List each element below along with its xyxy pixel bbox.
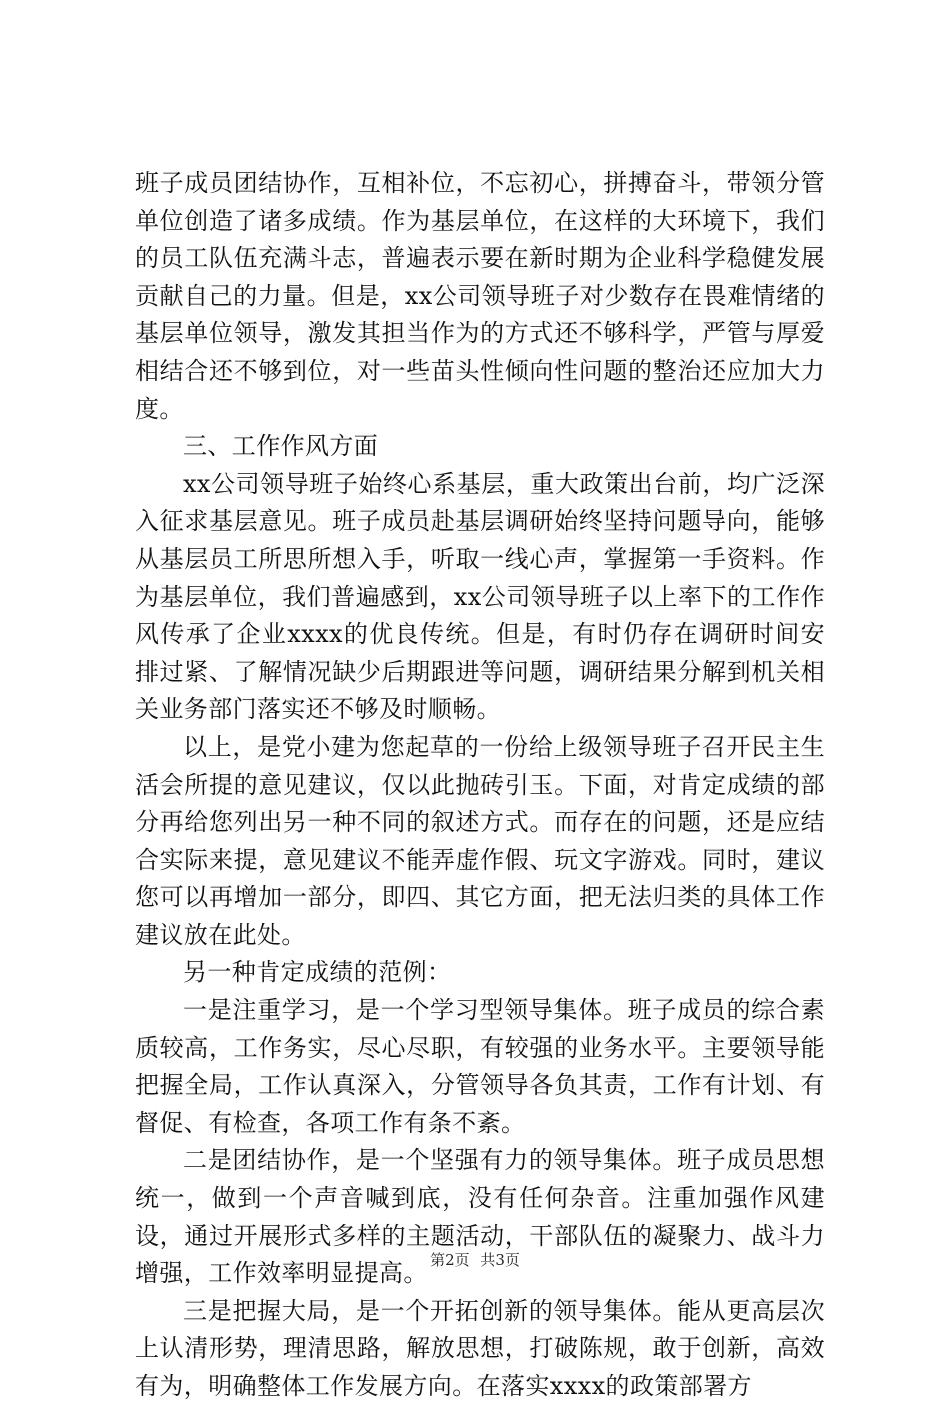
paragraph-7: 二是团结协作，是一个坚强有力的领导集体。班子成员思想统一，做到一个声音喊到底，没有任何杂音。注重加强作风建设，通过开展形式多样的主题活动，干部队伍的凝聚力、战斗力增强，工作效率明显提高。 (135, 1146, 825, 1288)
document-body (135, 165, 825, 1406)
paragraph-1: 班子成员团结协作，互相补位，不忘初心，拼搏奋斗，带领分管单位创造了诸多成绩。作为基层单位，在这样的大环境下，我们的员工队伍充满斗志，普遍表示要在新时期为企业科学稳健发展贡献自己的力量。但是，xx公司领导班子对少数存在畏难情绪的基层单位领导，激发其担当作为的方式还不够科学，严管与厚爱相结合还不够到位，对一些苗头性倾向性问题的整治还应加大力度。 (135, 169, 825, 423)
section-heading-work-style: 三、工作作风方面 (183, 432, 379, 461)
paragraph-8: 三是把握大局，是一个开拓创新的领导集体。能从更高层次上认清形势，理清思路，解放思想，打破陈规，敢于创新，高效有为，明确整体工作发展方向。在落实xxxx的政策部署方 (135, 1296, 825, 1400)
page-footer (0, 1250, 950, 1270)
page-number-total: 共3页 (480, 1251, 520, 1269)
paragraph-3: xx公司领导班子始终心系基层，重大政策出台前，均广泛深入征求基层意见。班子成员赴基层调研始终坚持问题导向，能够从基层员工所思所想入手，听取一线心声，掌握第一手资料。作为基层单位，我们普遍感到，xx公司领导班子以上率下的工作作风传承了企业xxxx的优良传统。但是，有时仍存在调研时间安排过紧、了解情况缺少后期跟进等问题，调研结果分解到机关相关业务部门落实还不够及时顺畅。 (135, 469, 825, 724)
page-number-current: 第2页 (430, 1251, 470, 1269)
paragraph-5: 另一种肯定成绩的范例： (183, 958, 452, 987)
paragraph-6: 一是注重学习，是一个学习型领导集体。班子成员的综合素质较高，工作务实，尽心尽职，有较强的业务水平。主要领导能把握全局，工作认真深入，分管领导各负其责，工作有计划、有督促、有检查，各项工作有条不紊。 (135, 996, 825, 1137)
paragraph-4: 以上，是党小建为您起草的一份给上级领导班子召开民主生活会所提的意见建议，仅以此抛砖引玉。下面，对肯定成绩的部分再给您列出另一种不同的叙述方式。而存在的问题，还是应结合实际来提，意见建议不能弄虚作假、玩文字游戏。同时，建议您可以再增加一部分，即四、其它方面，把无法归类的具体工作建议放在此处。 (135, 732, 825, 949)
